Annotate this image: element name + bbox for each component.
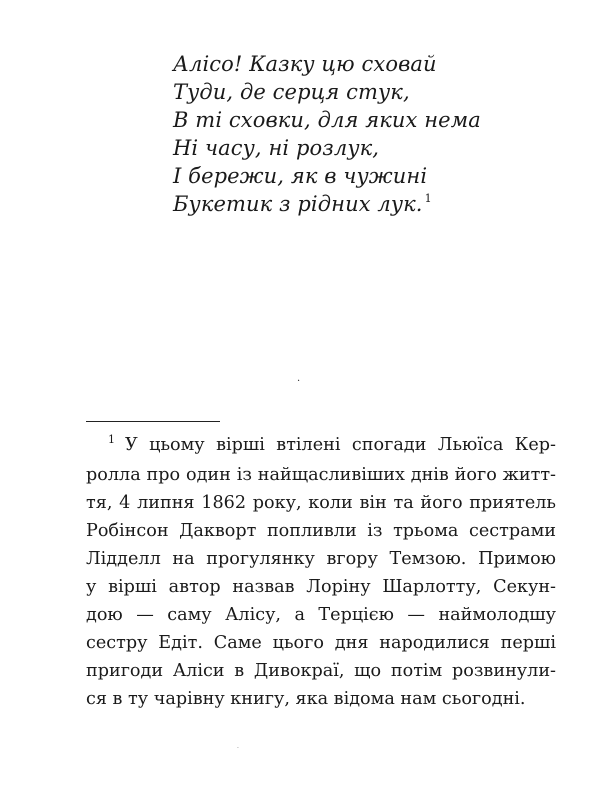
footnote-number: 1 bbox=[108, 433, 115, 446]
poem-line: Туди, де серця стук, bbox=[173, 80, 410, 104]
footnote-line: дою — саму Алісу, а Терцією — наймолодшу bbox=[86, 605, 556, 625]
poem-stanza bbox=[173, 50, 493, 222]
footnote-reference[interactable]: 1 bbox=[424, 192, 432, 205]
poem-line: Алісо! Казку цю сховай bbox=[173, 52, 437, 76]
footnote-line: пригоди Аліси в Дивокраї, що потім розвинули- bbox=[86, 661, 556, 681]
footnote-line-last: ся в ту чарівну книгу, яка відома нам сьогодні. bbox=[86, 689, 526, 709]
page-mark: · bbox=[237, 745, 239, 752]
footnote-line: ролла про один із найщасливіших днів його житт- bbox=[86, 465, 556, 485]
poem-line-last bbox=[173, 190, 493, 222]
poem-line: В ті сховки, для яких нема bbox=[173, 108, 481, 132]
footnote-line: Лідделл на прогулянку вгору Темзою. Примою bbox=[86, 549, 556, 569]
section-ornament: · bbox=[297, 376, 301, 387]
footnote-line bbox=[86, 431, 556, 461]
footnote-line-text: У цьому вірші втілені спогади Льюїса Кер- bbox=[125, 435, 556, 455]
footnote bbox=[86, 431, 556, 713]
footnote-line: сестру Едіт. Саме цього дня народилися перші bbox=[86, 633, 556, 653]
footnote-line: у вірші автор назвав Лоріну Шарлотту, Секун- bbox=[86, 577, 556, 597]
poem-line: І бережи, як в чужині bbox=[173, 164, 428, 188]
footnote-rule bbox=[86, 421, 220, 422]
poem-line: Ні часу, ні розлук, bbox=[173, 136, 380, 160]
footnote-line: тя, 4 липня 1862 року, коли він та його приятель bbox=[86, 493, 556, 513]
poem-line-text: Букетик з рідних лук. bbox=[173, 192, 423, 216]
footnote-line: Робінсон Дакворт попливли із трьома сестрами bbox=[86, 521, 556, 541]
